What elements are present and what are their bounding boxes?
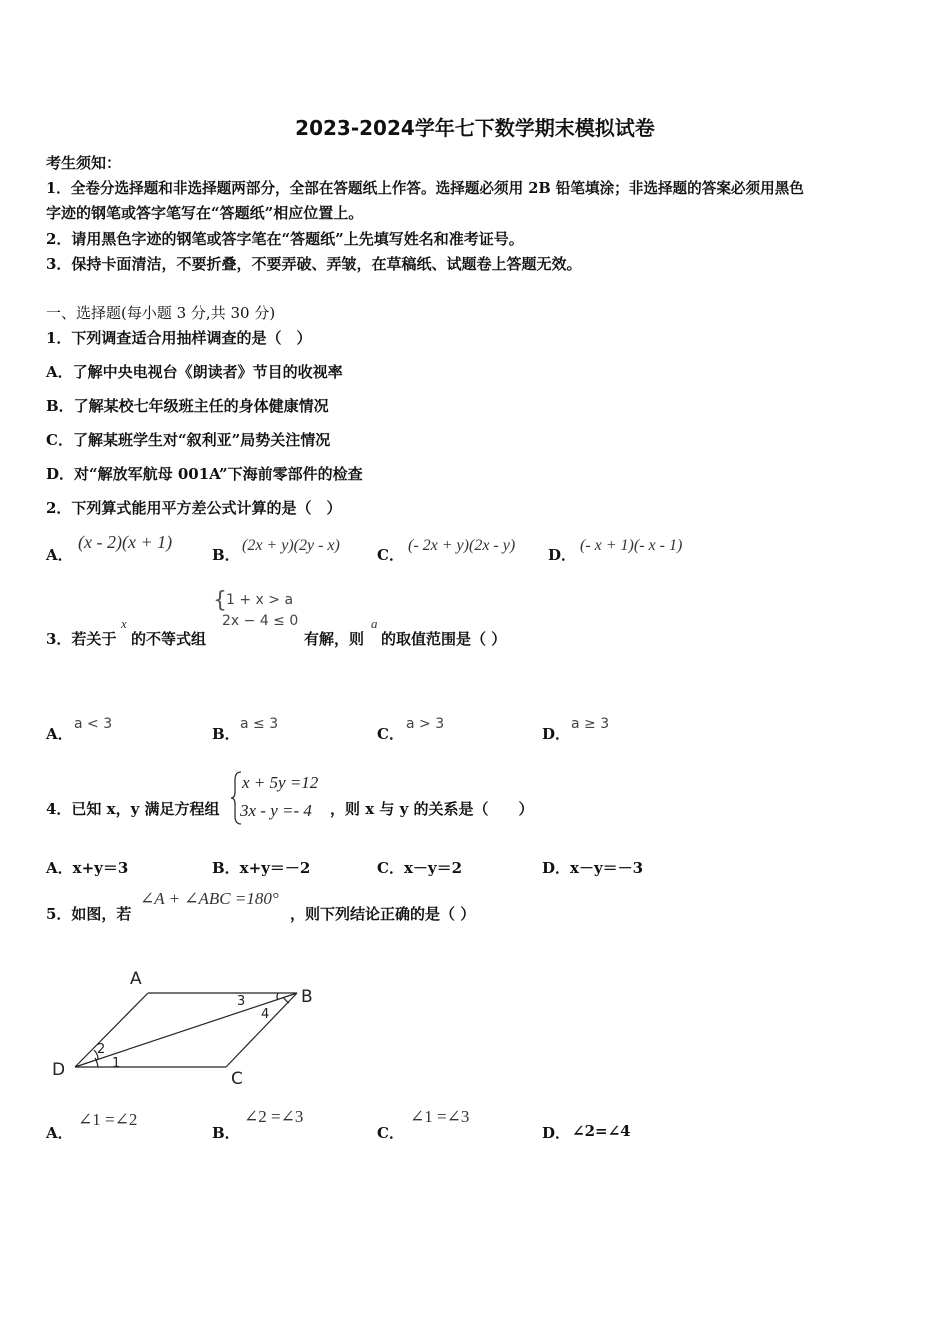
q3-option-c-label: C． <box>377 725 404 743</box>
notice-item-1-line-2: 字迹的钢笔或答字笔写在“答题纸”相应位置上。 <box>46 204 364 222</box>
vertex-a-label: A <box>130 969 142 989</box>
page-title: 2023-2024学年七下数学期末模拟试卷 <box>295 116 655 140</box>
angle-2-label: 2 <box>97 1042 106 1057</box>
q2-option-d-expr: (- x + 1)(- x - 1) <box>580 537 683 554</box>
q5-condition: ∠A + ∠ABC =180° <box>140 889 279 908</box>
q3-var-x: x <box>121 616 127 631</box>
q3-option-c-expr: a > 3 <box>406 716 445 732</box>
diagonal-db <box>75 993 297 1067</box>
q4-stem-part-1: 4．已知 x，y 满足方程组 <box>46 800 220 818</box>
q3-system-line-2: 2x − 4 ≤ 0 <box>222 613 299 629</box>
q3-system-brace: { <box>213 588 227 613</box>
q3-system-line-1: 1 + x > a <box>226 592 294 608</box>
q4-option-a: A．x+y＝3 <box>46 859 129 877</box>
q1-option-a: A．了解中央电视台《朗读者》节目的收视率 <box>46 363 343 381</box>
vertex-c-label: C <box>231 1069 243 1089</box>
q5-option-c-expr: ∠1 =∠3 <box>410 1107 470 1126</box>
notice-item-2: 2．请用黑色字迹的钢笔或答字笔在“答题纸”上先填写姓名和准考证号。 <box>46 230 524 248</box>
q4-stem-part-2: ，则 x 与 y 的关系是（ ） <box>330 800 534 818</box>
q5-option-a-label: A． <box>46 1124 73 1142</box>
q5-option-a-expr: ∠1 =∠2 <box>78 1110 138 1129</box>
q4-option-c: C．x－y＝2 <box>377 859 463 877</box>
q3-option-a-label: A． <box>46 725 73 743</box>
q4-option-b: B．x+y＝－2 <box>212 859 311 877</box>
vertex-d-label: D <box>52 1060 66 1080</box>
q4-system-line-2: 3x - y =- 4 <box>240 801 312 820</box>
q3-option-d-expr: a ≥ 3 <box>571 716 610 732</box>
q3-option-a-expr: a < 3 <box>74 716 113 732</box>
q2-option-c-label: C． <box>377 546 404 564</box>
section-heading: 一、选择题(每小题 3 分,共 30 分) <box>46 304 276 322</box>
notice-item-1-line-1: 1．全卷分选择题和非选择题两部分，全部在答题纸上作答。选择题必须用 2B 铅笔填涂；非选择题的答案必须用黑色 <box>46 180 804 197</box>
notice-header: 考生须知： <box>46 154 122 172</box>
q5-option-b-label: B． <box>212 1124 240 1142</box>
q3-option-b-expr: a ≤ 3 <box>240 716 279 732</box>
q2-option-b-expr: (2x + y)(2y - x) <box>242 537 340 554</box>
q3-stem-part-4: 的取值范围是（ ） <box>381 630 507 648</box>
q1-option-c: C．了解某班学生对“叙利亚”局势关注情况 <box>46 431 331 449</box>
q3-stem-part-2: 的不等式组 <box>131 630 207 648</box>
q3-stem-part-3: 有解，则 <box>304 630 365 648</box>
vertex-b-label: B <box>301 987 313 1007</box>
q5-option-d-label: D． <box>542 1124 571 1142</box>
angle-4-label: 4 <box>261 1007 270 1022</box>
q5-option-d-expr: ∠2=∠4 <box>572 1122 631 1140</box>
q5-stem-part-2: ，则下列结论正确的是（ ） <box>290 905 476 923</box>
q4-option-d: D．x－y＝－3 <box>542 859 644 877</box>
q5-stem-part-1: 5．如图，若 <box>46 905 132 923</box>
q1-option-d: D．对“解放军航母 001A”下海前零部件的检查 <box>46 465 363 483</box>
parallelogram-figure <box>40 960 340 1095</box>
q3-var-a: a <box>371 616 378 631</box>
q3-option-d-label: D． <box>542 725 571 743</box>
q2-stem: 2．下列算式能用平方差公式计算的是（ ） <box>46 499 342 517</box>
q4-system-line-1: x + 5y =12 <box>242 773 319 792</box>
q1-stem: 1．下列调查适合用抽样调查的是（ ） <box>46 329 312 347</box>
angle-arc-4 <box>283 997 289 1003</box>
q2-option-a-label: A． <box>46 546 73 564</box>
q2-option-a-expr: (x - 2)(x + 1) <box>78 532 173 552</box>
angle-arc-3 <box>277 993 278 1000</box>
q3-option-b-label: B． <box>212 725 240 743</box>
q2-option-b-label: B． <box>212 546 240 564</box>
angle-1-label: 1 <box>112 1056 121 1071</box>
q5-option-b-expr: ∠2 =∠3 <box>244 1107 304 1126</box>
q2-option-c-expr: (- 2x + y)(2x - y) <box>408 537 516 554</box>
q2-option-d-label: D． <box>548 546 577 564</box>
angle-3-label: 3 <box>237 994 246 1009</box>
q3-stem-part-1: 3．若关于 <box>46 630 117 648</box>
q1-option-b: B．了解某校七年级班主任的身体健康情况 <box>46 397 329 415</box>
notice-item-3: 3．保持卡面清洁，不要折叠，不要弄破、弄皱，在草稿纸、试题卷上答题无效。 <box>46 255 582 273</box>
q5-option-c-label: C． <box>377 1124 404 1142</box>
